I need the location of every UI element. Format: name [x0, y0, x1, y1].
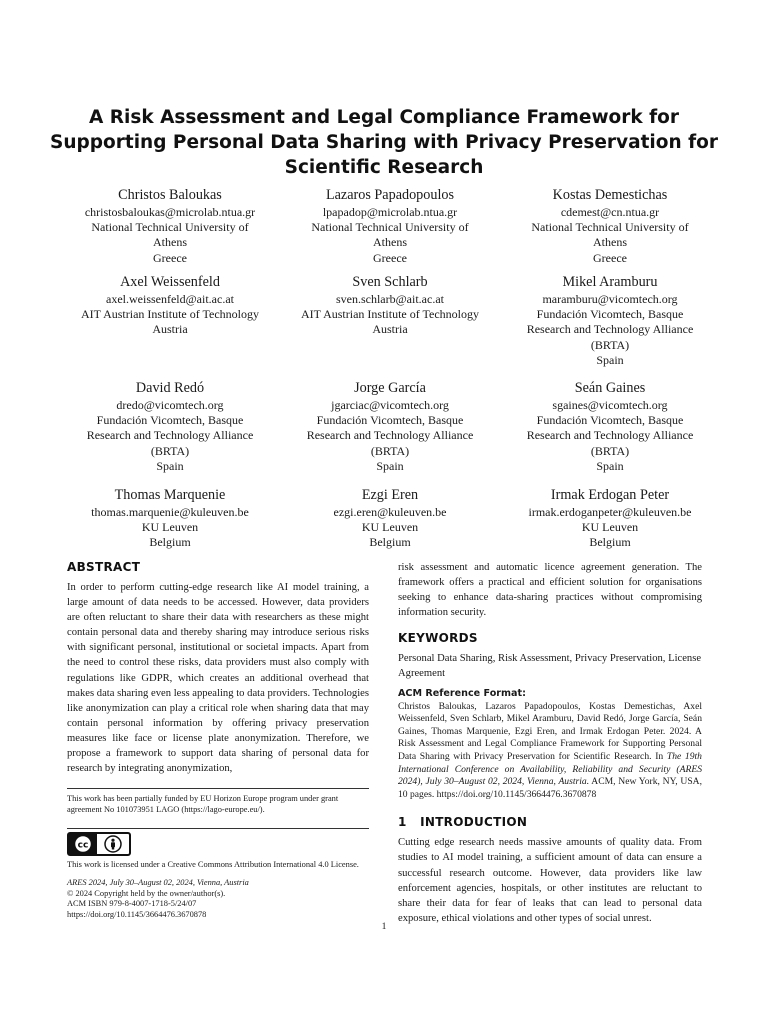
author-card [70, 187, 270, 266]
author-affiliation: KU Leuven [581, 520, 639, 535]
author-card [510, 274, 710, 368]
right-column [398, 560, 702, 926]
author-country: Belgium [149, 535, 191, 550]
author-affiliation: (BRTA) [150, 443, 190, 458]
author-card [290, 487, 490, 551]
author-country: Greece [593, 250, 627, 265]
author-card [510, 187, 710, 266]
author-name: Christos Baloukas [118, 187, 222, 203]
author-row [70, 274, 710, 368]
author-name: David Redó [135, 380, 205, 396]
keywords-heading: KEYWORDS [398, 631, 478, 646]
author-email: cdemest@cn.ntua.gr [560, 205, 660, 219]
introduction-heading [398, 815, 702, 829]
author-card [290, 274, 490, 368]
author-affiliation: Athens [373, 235, 407, 250]
author-name: Seán Gaines [574, 380, 646, 396]
section-title: INTRODUCTION [420, 815, 528, 830]
attribution-icon-text: BY [112, 852, 114, 854]
cc-icon-text: cc [77, 840, 89, 851]
author-email: dredo@vicomtech.org [116, 398, 224, 412]
doi-link[interactable]: https://doi.org/10.1145/3664476.3670878 [67, 909, 207, 919]
author-affiliation: (BRTA) [370, 443, 410, 458]
author-country: Greece [153, 250, 187, 265]
author-email: irmak.erdoganpeter@kuleuven.be [528, 505, 692, 519]
acm-reference-venue: The 19th International Conference on Availability, Reliability and Security (ARES 2024), July 30–August 02, 2024, Vienna, Austria. [398, 750, 702, 788]
left-column [67, 560, 369, 920]
author-affiliation: Fundación Vicomtech, Basque [536, 413, 684, 428]
conference-info [67, 878, 369, 920]
copyright-line: © 2024 Copyright held by the owner/author(s). [67, 888, 226, 898]
author-email: jgarciac@vicomtech.org [331, 398, 449, 412]
title-line: Supporting Personal Data Sharing with Privacy Preservation for [50, 132, 718, 153]
author-card [70, 274, 270, 368]
abstract-continuation: risk assessment and automatic licence agreement generation. The framework offers a practical and efficient solution for organisations seeking to enhance data-sharing practices without compromising information security. [398, 562, 702, 619]
author-email: ezgi.eren@kuleuven.be [333, 505, 447, 519]
author-email: sven.schlarb@ait.ac.at [335, 292, 444, 306]
page-number: 1 [381, 921, 387, 932]
author-affiliation: Research and Technology Alliance [526, 322, 694, 337]
author-card [70, 487, 270, 551]
author-affiliation: Athens [593, 235, 627, 250]
author-name: Lazaros Papadopoulos [325, 187, 455, 203]
funding-note: This work has been partially funded by EU Horizon Europe program under grant agreement No 101073951 LAGO (https://lago-europe.eu/). [67, 794, 339, 814]
paper-title [40, 105, 728, 180]
author-name: Axel Weissenfeld [120, 274, 220, 290]
acm-reference-text-b: ACM, New York, NY, USA, 10 pages. https://doi.org/10.1145/3664476.3670878 [398, 776, 702, 800]
author-name: Thomas Marquenie [114, 487, 226, 503]
author-email: axel.weissenfeld@ait.ac.at [106, 292, 234, 306]
author-name: Mikel Aramburu [562, 274, 658, 290]
author-affiliation: Fundación Vicomtech, Basque [316, 413, 464, 428]
cc-license-badge[interactable] [67, 832, 369, 859]
author-row [70, 487, 710, 551]
author-name: Jorge García [354, 380, 426, 396]
author-row [70, 380, 710, 474]
author-affiliation: KU Leuven [361, 520, 419, 535]
attribution-icon [97, 833, 129, 855]
author-affiliation: KU Leuven [141, 520, 199, 535]
author-affiliation: Fundación Vicomtech, Basque [96, 413, 244, 428]
author-name: Irmak Erdogan Peter [550, 487, 670, 503]
author-affiliation: Fundación Vicomtech, Basque [536, 307, 684, 322]
acm-reference-text-a: Christos Baloukas, Lazaros Papadopoulos, Kostas Demestichas, Axel Weissenfeld, Sven Schlarb, Mikel Aramburu, David Redó, Jorge García, Seán Gaines, Thomas Marquenie, Ezgi Eren, and Irmak Erdogan Peter. 2024. A Risk Assessment and Legal Compliance Framework for Supporting Personal Data Sharing with Privacy Preservation for Scientific Research. In [398, 700, 702, 762]
abstract-heading: ABSTRACT [67, 560, 141, 574]
author-country: Belgium [589, 535, 631, 550]
acm-reference-heading: ACM Reference Format: [398, 687, 526, 699]
author-affiliation: National Technical University of [91, 220, 249, 235]
conference-venue: ARES 2024, July 30–August 02, 2024, Vienna, Austria [67, 878, 249, 888]
author-card [70, 380, 270, 474]
author-country: Spain [596, 458, 624, 473]
section-number: 1 [398, 815, 407, 830]
author-affiliation: Research and Technology Alliance [526, 428, 694, 443]
author-card [290, 380, 490, 474]
author-name: Sven Schlarb [352, 274, 428, 290]
author-country: Austria [372, 322, 408, 337]
author-country: Spain [156, 458, 184, 473]
isbn-line: ACM ISBN 979-8-4007-1718-5/24/07 [67, 899, 197, 909]
license-text: This work is licensed under a Creative Commons Attribution International 4.0 License. [67, 860, 359, 870]
author-affiliation: (BRTA) [590, 337, 630, 352]
author-country: Belgium [369, 535, 411, 550]
title-line: Scientific Research [284, 157, 484, 178]
author-affiliation: (BRTA) [590, 443, 630, 458]
author-email: christosbaloukas@microlab.ntua.gr [84, 205, 256, 219]
keywords-text: Personal Data Sharing, Risk Assessment, Privacy Preservation, License Agreement [398, 653, 702, 680]
author-name: Ezgi Eren [361, 487, 419, 503]
author-country: Greece [373, 250, 407, 265]
introduction-text: Cutting edge research needs massive amounts of quality data. From studies to AI model training, a sufficient amount of data can ensure a successful research outcome. However, data providers like law enforcement agencies, hospitals, or other institutes are reluctant to share their data for fear of leaks that can lead to personal data exposure, ethical violations and other types of social unrest. [398, 837, 702, 924]
author-country: Austria [152, 322, 188, 337]
author-affiliation: National Technical University of [531, 220, 689, 235]
author-row [70, 187, 710, 266]
author-name: Kostas Demestichas [552, 187, 668, 203]
author-affiliation: Research and Technology Alliance [306, 428, 474, 443]
title-line: A Risk Assessment and Legal Compliance Framework for [88, 107, 679, 128]
author-country: Spain [596, 352, 624, 367]
license-divider [67, 828, 369, 829]
author-affiliation: Research and Technology Alliance [86, 428, 254, 443]
author-affiliation: AIT Austrian Institute of Technology [300, 307, 480, 322]
footnote-divider [67, 788, 369, 789]
author-card [510, 380, 710, 474]
abstract-text: In order to perform cutting-edge research like AI model training, a large amount of data needs to be accessed. However, data providers are often reluctant to share their data with researchers as these might contain personal data and thereby sharing may introduce serious risks with significant personal, institutional or societal impacts. Apart from the need to control these risks, data providers must also comply with regulations like GDPR, which creates an additional overhead that makes data sharing even less appealing to data providers. Technologies like anonymization can play a critical role when sharing data that may contain personal information by offering privacy preservation measures like face or license plate anonymization. Therefore, we propose a framework to support data sharing of personal data for research by integrating anonymization, [67, 582, 369, 775]
author-email: maramburu@vicomtech.org [542, 292, 678, 306]
author-email: lpapadop@microlab.ntua.gr [322, 205, 458, 219]
author-country: Spain [376, 458, 404, 473]
author-affiliation: Athens [153, 235, 187, 250]
author-affiliation: AIT Austrian Institute of Technology [80, 307, 260, 322]
author-affiliation: National Technical University of [311, 220, 469, 235]
creative-commons-icon [69, 833, 97, 855]
author-email: sgaines@vicomtech.org [552, 398, 668, 412]
author-email: thomas.marquenie@kuleuven.be [91, 505, 249, 519]
acm-reference-text [398, 701, 702, 802]
author-card [510, 487, 710, 551]
author-card [290, 187, 490, 266]
